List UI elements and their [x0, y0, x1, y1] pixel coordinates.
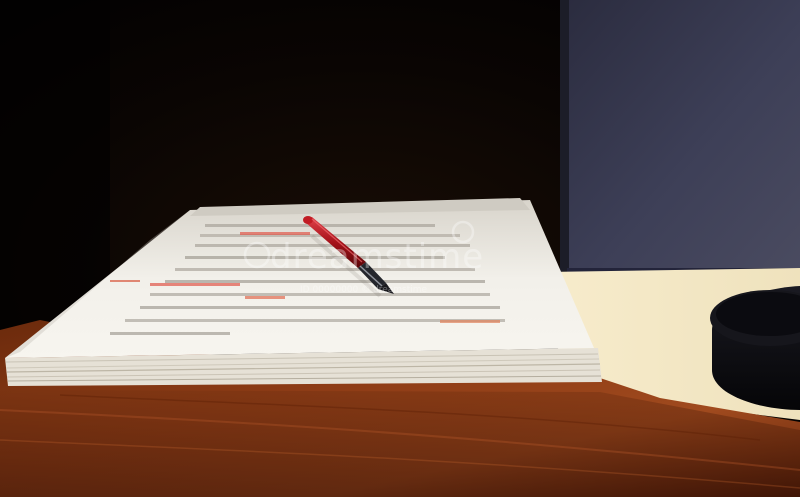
watermark-sub: ID 00000000 © dreamstime — [300, 285, 428, 295]
monitor — [560, 0, 800, 272]
watermark-text: dreamstime — [270, 237, 485, 277]
